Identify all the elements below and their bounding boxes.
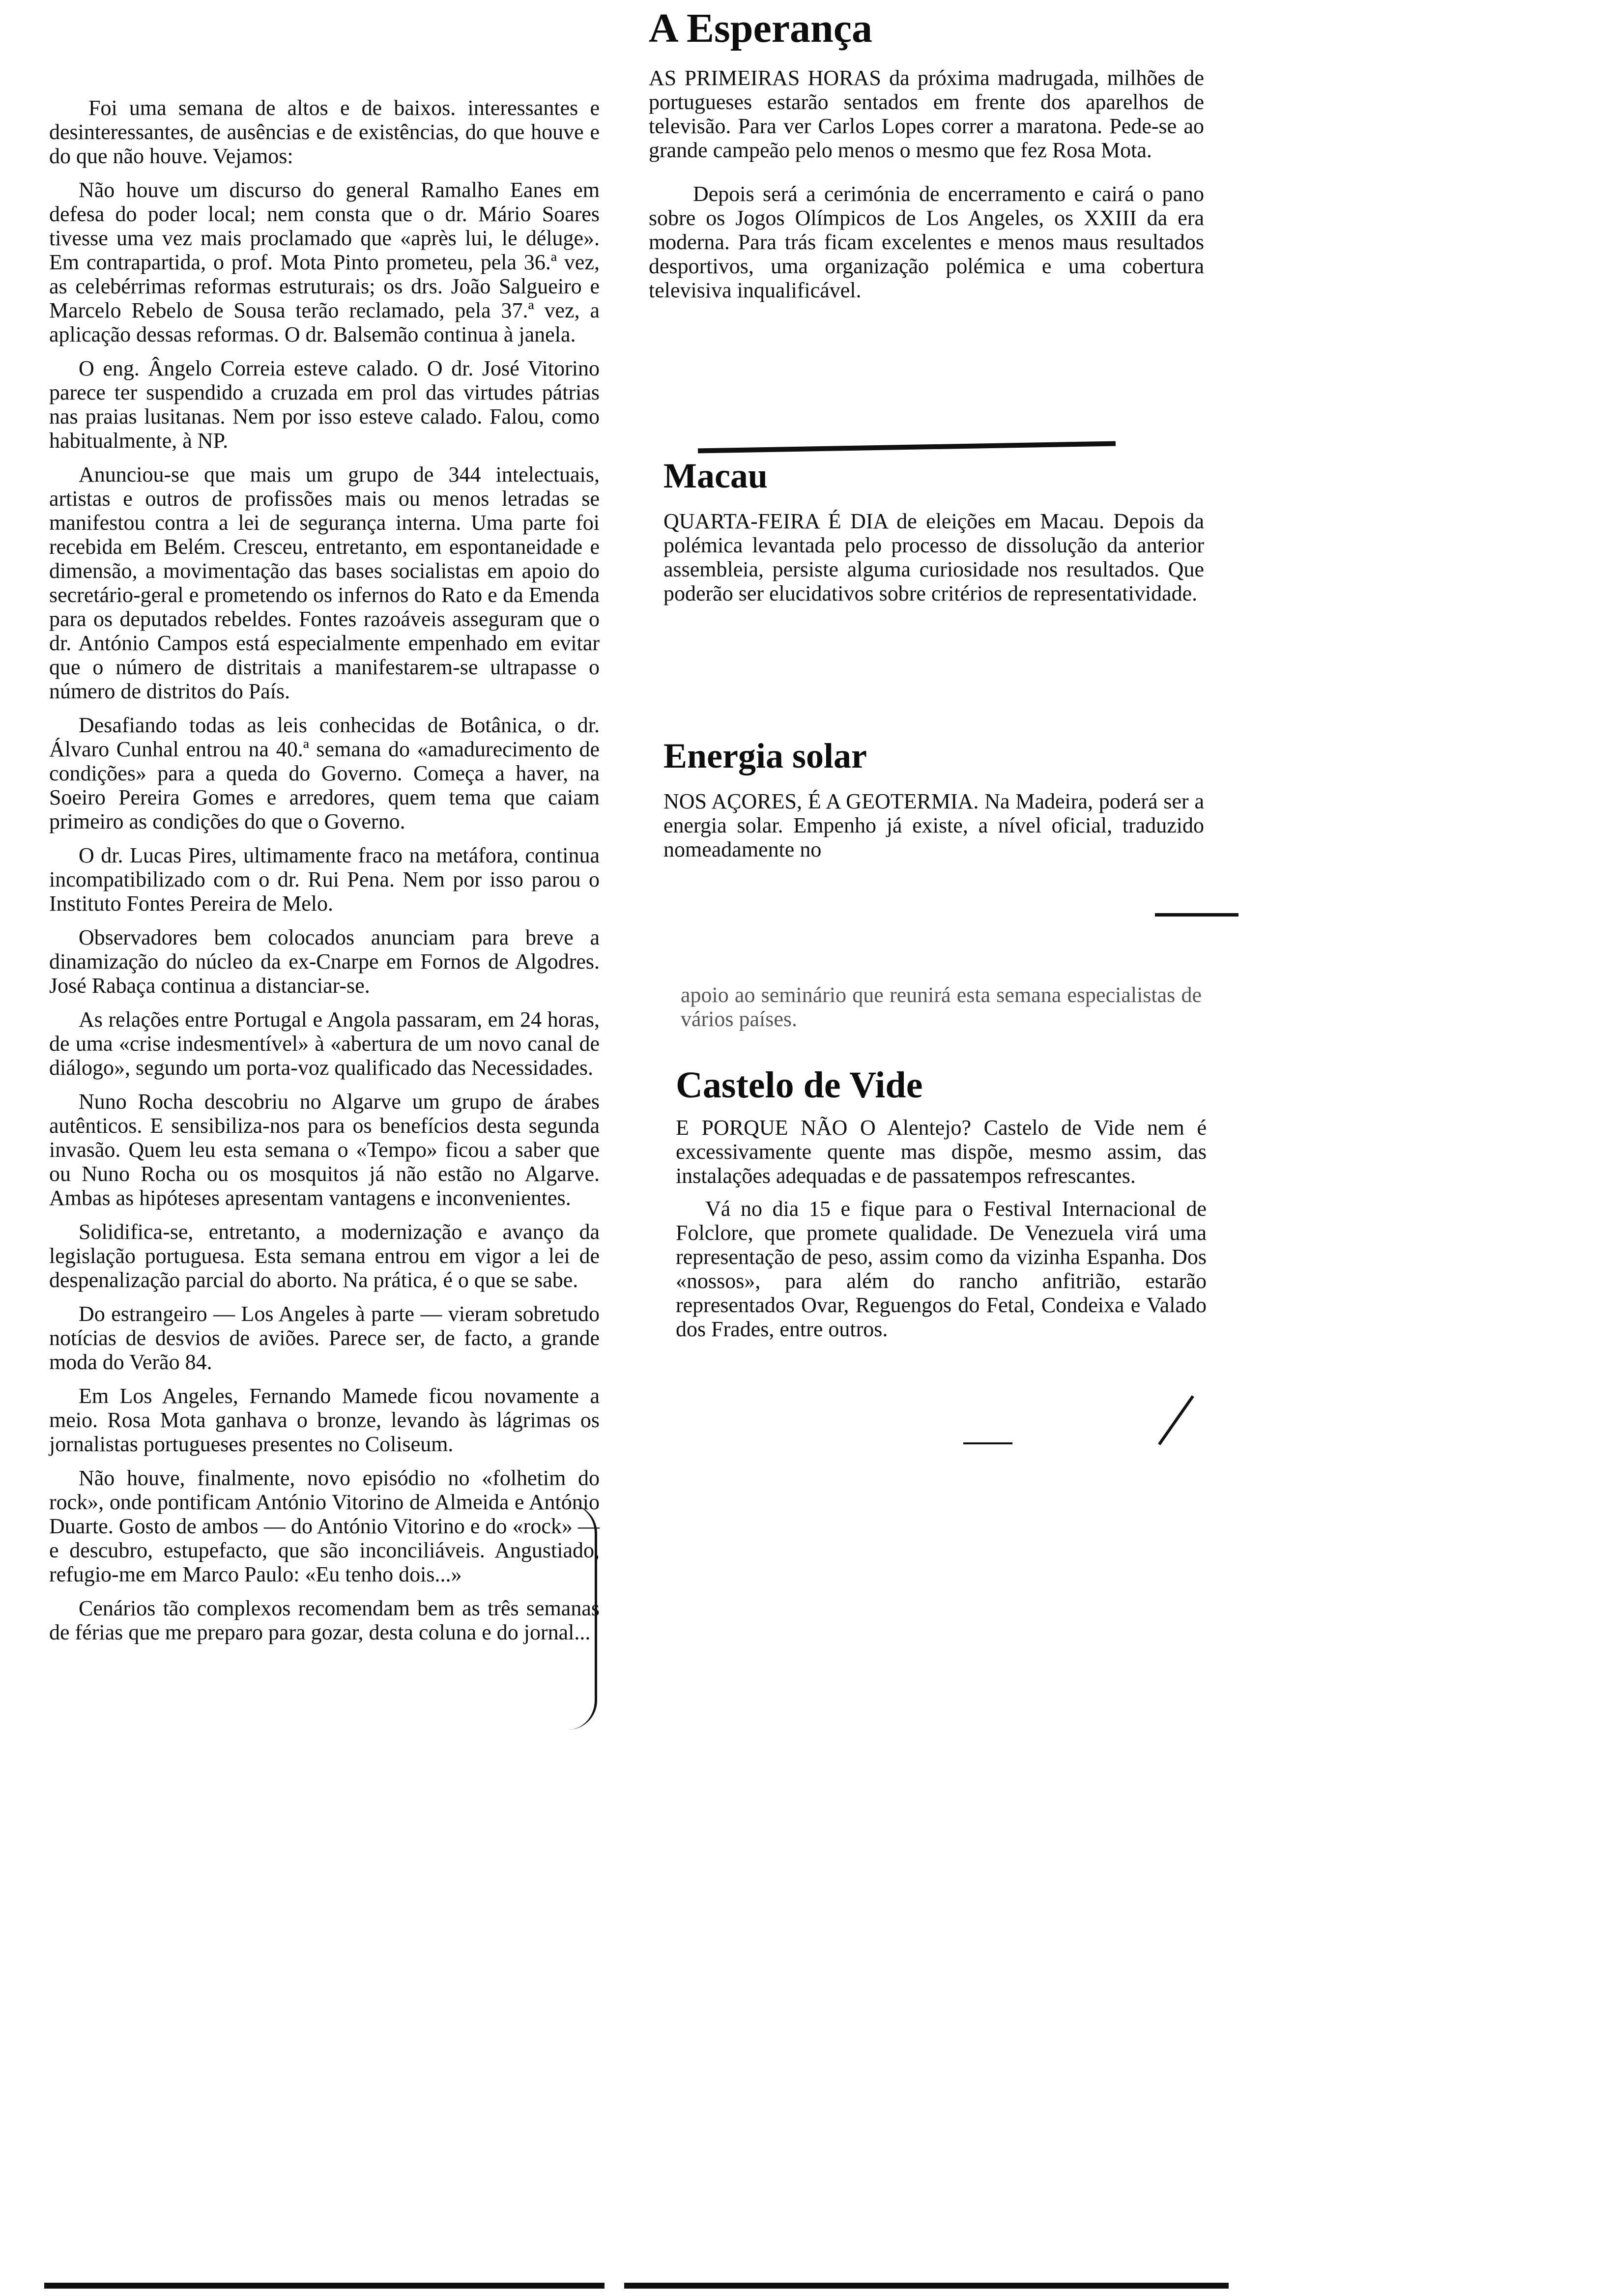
lead-in: QUARTA-FEIRA É DIA [663, 509, 888, 533]
lead-in: AS PRIMEIRAS HORAS [649, 66, 881, 90]
paragraph: Vá no dia 15 e fique para o Festival Internacional de Folclore, que promete qualidade. De Venezuela virá uma representação de peso, assim como da vizinha Espanha. Dos «nossos», para além do rancho anfitrião, estarão representados Ovar, Reguengos do Fetal, Condeixa e Valado dos Frades, entre outros. [676, 1197, 1207, 1341]
paragraph [676, 1116, 1207, 1188]
paragraph: O eng. Ângelo Correia esteve calado. O dr. José Vitorino parece ter suspendido a cruzada em prol das virtudes pátrias nas praias lusitanas. Nem por isso esteve calado. Falou, como habitualmente, à NP. [49, 356, 600, 453]
paragraph: Do estrangeiro — Los Angeles à parte — vieram sobretudo notícias de desvios de aviões. Parece ser, de facto, a grande moda do Verão 84. [49, 1302, 600, 1374]
paragraph-text: Na Madeira, poderá ser a energia solar. Empenho já existe, a nível oficial, traduzido nomeadamente no [663, 789, 1205, 861]
section-macau [649, 452, 1204, 614]
section-esperanca [649, 5, 1204, 311]
bottom-rule [624, 2283, 1229, 2289]
paragraph [649, 789, 1204, 861]
section-heading: Energia solar [663, 736, 867, 775]
paragraph: Observadores bem colocados anunciam para breve a dinamização do núcleo da ex-Cnarpe em Fornos de Algodres. José Rabaça continua a distanciar-se. [49, 925, 600, 998]
section-heading: Castelo de Vide [676, 1064, 923, 1106]
paragraph-text: Alentejo? Castelo de Vide nem é excessivamente quente mas dispõe, mesmo assim, das instalações adequadas e de passatempos refrescantes. [676, 1116, 1207, 1188]
paragraph: Solidifica-se, entretanto, a modernização e avanço da legislação portuguesa. Esta semana entrou em vigor a lei de despenalização parcial do aborto. Na prática, é o que se sabe. [49, 1220, 600, 1292]
section-heading: Macau [663, 456, 768, 495]
margin-bracket [565, 1504, 597, 1730]
paragraph: Nuno Rocha descobriu no Algarve um grupo de árabes autênticos. E sensibiliza-nos para os benefícios desta segunda invasão. Quem leu esta semana o «Tempo» ficou a saber que ou Nuno Rocha ou os mosquitos já não estão no Algarve. Ambas as hipóteses apresentam vantagens e inconvenientes. [49, 1090, 600, 1210]
paragraph: Depois será a cerimónia de encerramento e cairá o pano sobre os Jogos Olímpicos de Los Angeles, os XXIII da era moderna. Para trás ficam excelentes e menos maus resultados desportivos, uma organização polémica e uma cobertura televisiva inqualificável. [649, 182, 1204, 302]
paragraph-text: de eleições em Macau. Depois da polémica levantada pelo processo de dissolução da anterior assembleia, persiste alguma curiosidade nos resultados. Que poderão ser elucidativos sobre critérios de representatividade. [663, 509, 1204, 605]
paragraph [649, 66, 1204, 162]
paragraph: Anunciou-se que mais um grupo de 344 intelectuais, artistas e outros de profissões mais ou menos letradas se manifestou contra a lei de segurança interna. Uma parte foi recebida em Belém. Cresceu, entretanto, em espontaneidade e dimensão, a movimentação das bases socialistas em apoio do secretário-geral e prometendo os infernos do Rato e da Emenda para os deputados rebeldes. Fontes razoáveis asseguram que o dr. António Campos está especialmente empenhado em evitar que o número de distritais a manifestarem-se ultrapasse o número de distritos do País. [49, 462, 600, 703]
paragraph: O dr. Lucas Pires, ultimamente fraco na metáfora, continua incompatibilizado com o dr. Rui Pena. Nem por isso parou o Instituto Fontes Pereira de Melo. [49, 843, 600, 916]
lead-in: E PORQUE NÃO O [676, 1116, 876, 1140]
section-castelo [676, 1062, 1207, 1350]
continuation-paragraph: apoio ao seminário que reunirá esta semana especialistas de vários países. [681, 983, 1202, 1031]
paragraph: Em Los Angeles, Fernando Mamede ficou novamente a meio. Rosa Mota ganhava o bronze, levando às lágrimas os jornalistas portugueses presentes no Coliseum. [49, 1384, 600, 1456]
paragraph [649, 509, 1204, 605]
section-rule [698, 441, 1116, 454]
lead-in: NOS AÇORES, É A GEOTERMIA. [663, 789, 979, 813]
paragraph: Não houve, finalmente, novo episódio no «folhetim do rock», onde pontificam António Vitorino de Almeida e António Duarte. Gosto de ambos — do António Vitorino e do «rock» — e descubro, estupefacto, que são inconciliáveis. Angustiado, refugio-me em Marco Paulo: «Eu tenho dois...» [49, 1466, 600, 1586]
section-rule [963, 1442, 1012, 1444]
left-column [49, 96, 600, 1654]
left-bottom-rule [44, 2283, 604, 2289]
paragraph: Foi uma semana de altos e de baixos. interessantes e desinteressantes, de ausências e de existências, do que houve e do que não houve. Vejamos: [49, 96, 600, 168]
paragraph: As relações entre Portugal e Angola passaram, em 24 horas, de uma «crise indesmentível» à «abertura de um novo canal de diálogo», segundo um porta-voz qualificado das Necessidades. [49, 1007, 600, 1080]
section-rule [1155, 913, 1238, 917]
paragraph-text: da próxima madrugada, milhões de portugueses estarão sentados em frente dos aparelhos de televisão. Para ver Carlos Lopes correr a maratona. Pede-se ao grande campeão pelo menos o mesmo que fez Rosa Mota. [649, 66, 1204, 162]
paragraph: Não houve um discurso do general Ramalho Eanes em defesa do poder local; nem consta que o dr. Mário Soares tivesse uma vez mais proclamado que «après lui, le déluge». Em contrapartida, o prof. Mota Pinto prometeu, pela 36.ª vez, as celebérrimas reformas estruturais; os drs. João Salgueiro e Marcelo Rebelo de Sousa terão reclamado, pela 37.ª vez, a aplicação dessas reformas. O dr. Balsemão continua à janela. [49, 178, 600, 346]
end-slash-mark [1158, 1395, 1194, 1445]
section-energia [649, 732, 1204, 870]
paragraph: Desafiando todas as leis conhecidas de Botânica, o dr. Álvaro Cunhal entrou na 40.ª semana do «amadurecimento de condições» para a queda do Governo. Começa a haver, na Soeiro Pereira Gomes e arredores, quem tema que caiam primeiro as condições do que o Governo. [49, 713, 600, 833]
paragraph: Cenários tão complexos recomendam bem as três semanas de férias que me preparo para gozar, desta coluna e do jornal... [49, 1596, 600, 1644]
section-heading: A Esperança [649, 5, 873, 51]
